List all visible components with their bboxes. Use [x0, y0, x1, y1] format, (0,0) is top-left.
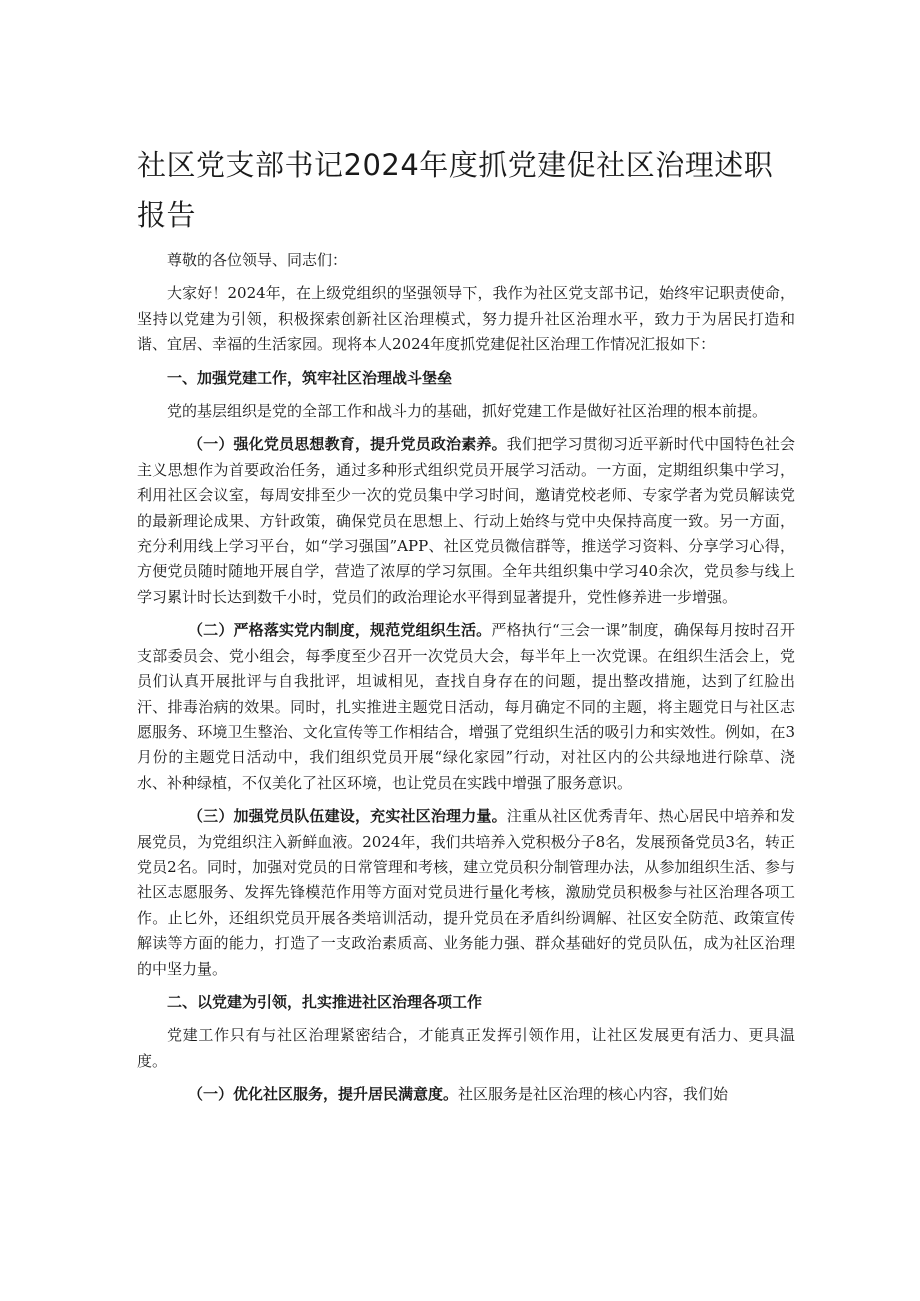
document-title: 社区党支部书记2024年度抓党建促社区治理述职报告	[137, 148, 774, 232]
section-1-intro: 党的基层组织是党的全部工作和战斗力的基础，抓好党建工作是做好社区治理的根本前提。	[167, 402, 768, 421]
section-1-heading: 一、加强党建工作，筑牢社区治理战斗堡垒	[167, 368, 453, 387]
intro-paragraph: 大家好！2024年，在上级党组织的坚强领导下，我作为社区党支部书记，始终牢记职责使命，坚持以党建为引领，积极探索创新社区治理模式，努力提升社区治理水平，致力于为居民打造和谐、宜居、幸福的生活家园。现将本人2024年度抓党建促社区治理工作情况汇报如下：	[137, 284, 795, 354]
section-1-item-3	[137, 804, 795, 982]
item-lead: （二）严格落实党内制度，规范党组织生活。	[188, 621, 492, 640]
section-2-intro: 党建工作只有与社区治理紧密结合，才能真正发挥引领作用，让社区发展更有活力、更具温度。	[137, 1026, 795, 1070]
item-lead: （一）优化社区服务，提升居民满意度。	[188, 1085, 459, 1104]
item-text: 社区服务是社区治理的核心内容，我们始	[458, 1085, 729, 1104]
item-text: 我们把学习贯彻习近平新时代中国特色社会主义思想作为首要政治任务，通过多种形式组织党员开展学习活动。一方面，定期组织集中学习，利用社区会议室，每周安排至少一次的党员集中学习时间，邀请党校老师、专家学者为党员解读党的最新理论成果、方针政策，确保党员在思想上、行动上始终与党中央保持高度一致。另一方面，充分利用线上学习平台，如“学习强国”APP、社区党员微信群等，推送学习资料、分享学习心得，方便党员随时随地开展自学，营造了浓厚的学习氛围。全年共组织集中学习40余次，党员参与线上学习累计时长达到数千小时，党员们的政治理论水平得到显著提升，党性修养进一步增强。	[137, 435, 795, 606]
document-body	[137, 248, 795, 1116]
section-2-heading: 二、以党建为引领，扎实推进社区治理各项工作	[167, 992, 483, 1011]
section-1-item-2	[137, 618, 795, 796]
greeting: 尊敬的各位领导、同志们：	[167, 251, 348, 269]
item-text: 注重从社区优秀青年、热心居民中培养和发展党员，为党组织注入新鲜血液。2024年，我们共培养入党积极分子8名，发展预备党员3名，转正党员2名。同时，加强对党员的日常管理和考核，建立党员积分制管理办法，从参加组织生活、参与社区志愿服务、发挥先锋模范作用等方面对党员进行量化考核，激励党员积极参与社区治理各项工作。止匕外，还组织党员开展各类培训活动，提升党员在矛盾纠纷调解、社区安全防范、政策宣传解读等方面的能力，打造了一支政治素质高、业务能力强、群众基础好的党员队伍，成为社区治理的中坚力量。	[137, 807, 795, 978]
section-1-item-1	[137, 432, 795, 610]
item-lead: （三）加强党员队伍建设，充实社区治理力量。	[188, 807, 507, 826]
item-text: 严格执行“三会一课”制度，确保每月按时召开支部委员会、党小组会，每季度至少召开一次党员大会，每半年上一次党课。在组织生活会上，党员们认真开展批评与自我批评，坦诚相见，查找自身存在的问题，提出整改措施，达到了红脸出汗、排毒治病的效果。同时，扎实推进主题党日活动，每月确定不同的主题，将主题党日与社区志愿服务、环境卫生整治、文化宣传等工作相结合，增强了党组织生活的吸引力和实效性。例如，在3月份的主题党日活动中，我们组织党员开展“绿化家园”行动，对社区内的公共绿地进行除草、浇水、补种绿植，不仅美化了社区环境，也让党员在实践中增强了服务意识。	[137, 621, 795, 792]
item-lead: （一）强化党员思想教育，提升党员政治素养。	[188, 435, 507, 454]
section-2-item-1	[137, 1082, 795, 1107]
